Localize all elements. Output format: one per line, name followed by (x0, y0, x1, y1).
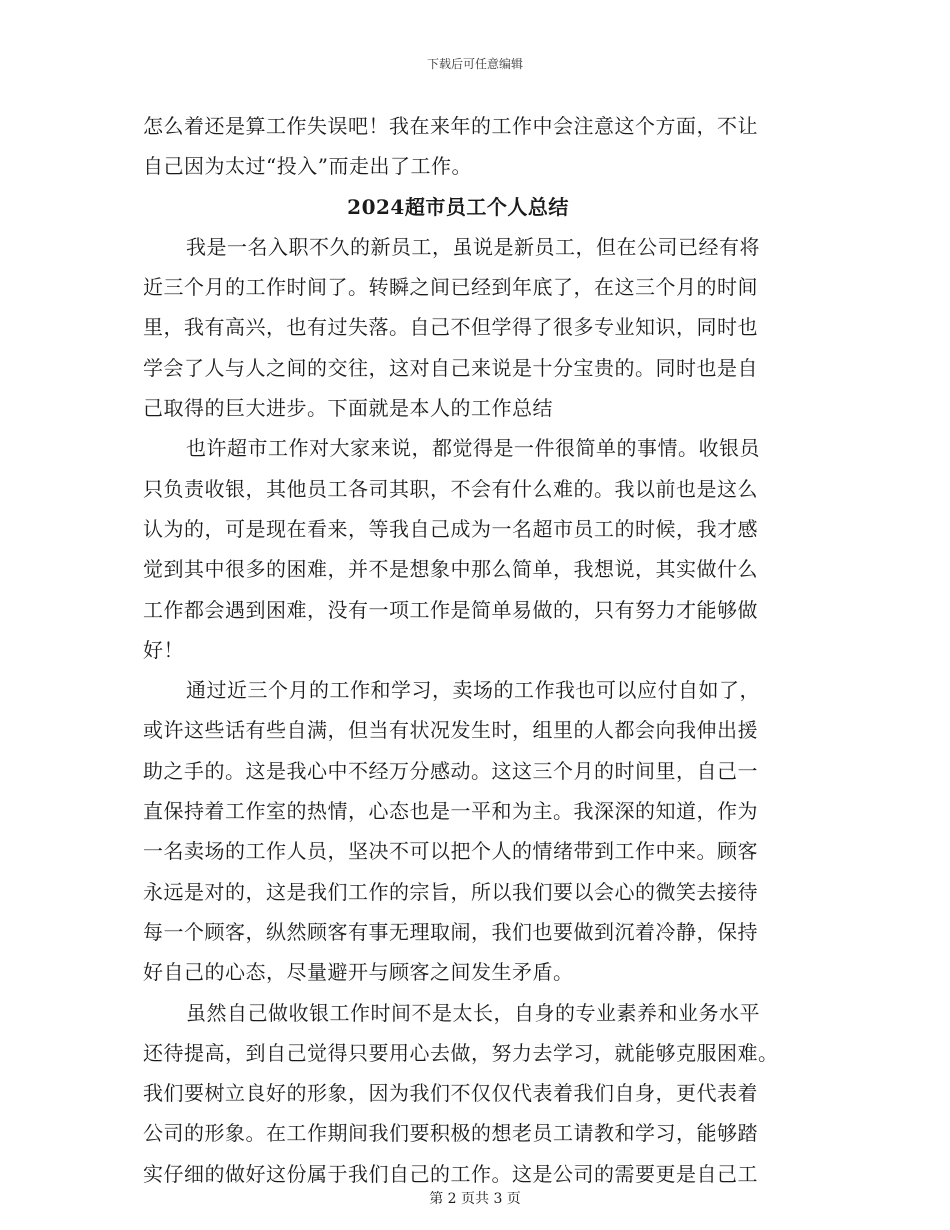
text-line: 己取得的巨大进步。下面就是本人的工作总结 (143, 396, 553, 421)
text-line: 自己因为太过“投入”而走出了工作。 (143, 154, 472, 179)
text-line: 公司的形象。在工作期间我们要积极的想老员工请教和学习，能够踏 (143, 1121, 758, 1146)
text-line: 觉到其中很多的困难，并不是想象中那么简单，我想说，其实做什么 (143, 557, 758, 582)
text-line: 只负责收银，其他员工各司其职，不会有什么难的。我以前也是这么 (143, 476, 758, 501)
text-line: 我们要树立良好的形象，因为我们不仅仅代表着我们自身，更代表着 (143, 1081, 758, 1106)
text-line: 学会了人与人之间的交往，这对自己来说是十分宝贵的。同时也是自 (143, 355, 758, 380)
paragraph-start: 通过近三个月的工作和学习，卖场的工作我也可以应付自如了， (186, 678, 760, 703)
text-line: 还待提高，到自己觉得只要用心去做，努力去学习，就能够克服困难。 (143, 1040, 779, 1065)
paragraph-start: 我是一名入职不久的新员工，虽说是新员工，但在公司已经有将 (186, 234, 760, 259)
text-line: 一名卖场的工作人员，坚决不可以把个人的情绪带到工作中来。顾客 (143, 839, 758, 864)
page-footer: 第 2 页共 3 页 (429, 1191, 521, 1207)
paragraph-start: 虽然自己做收银工作时间不是太长，自身的专业素养和业务水平 (186, 1000, 760, 1025)
text-line: 怎么着还是算工作失误吧！我在来年的工作中会注意这个方面，不让 (143, 114, 758, 138)
text-line: 助之手的。这是我心中不经万分感动。这这三个月的时间里，自己一 (143, 758, 758, 783)
text-line: 每一个顾客，纵然顾客有事无理取闹，我们也要做到沉着冷静，保持 (143, 919, 758, 944)
text-line: 永远是对的，这是我们工作的宗旨，所以我们要以会心的微笑去接待 (143, 879, 758, 904)
text-line: 实仔细的做好这份属于我们自己的工作。这是公司的需要更是自己工 (143, 1161, 758, 1186)
text-line: 里，我有高兴，也有过失落。自己不但学得了很多专业知识，同时也 (143, 315, 758, 340)
document-body (143, 106, 803, 1194)
paragraph-start: 也许超市工作对大家来说，都觉得是一件很简单的事情。收银员 (186, 436, 760, 461)
text-line: 或许这些话有些自满，但当有状况发生时，组里的人都会向我伸出援 (143, 718, 758, 743)
text-line: 好！ (143, 637, 184, 662)
text-line: 认为的，可是现在看来，等我自己成为一名超市员工的时候，我才感 (143, 516, 758, 541)
text-line: 近三个月的工作时间了。转瞬之间已经到年底了，在这三个月的时间 (143, 275, 758, 300)
text-line: 好自己的心态，尽量避开与顾客之间发生矛盾。 (143, 960, 574, 985)
page-header: 下载后可任意编辑 (426, 57, 523, 71)
text-line: 直保持着工作室的热情，心态也是一平和为主。我深深的知道，作为 (143, 799, 758, 824)
text-line: 工作都会遇到困难，没有一项工作是简单易做的，只有努力才能够做 (143, 597, 758, 622)
document-title: 2024超市员工个人总结 (347, 194, 569, 219)
